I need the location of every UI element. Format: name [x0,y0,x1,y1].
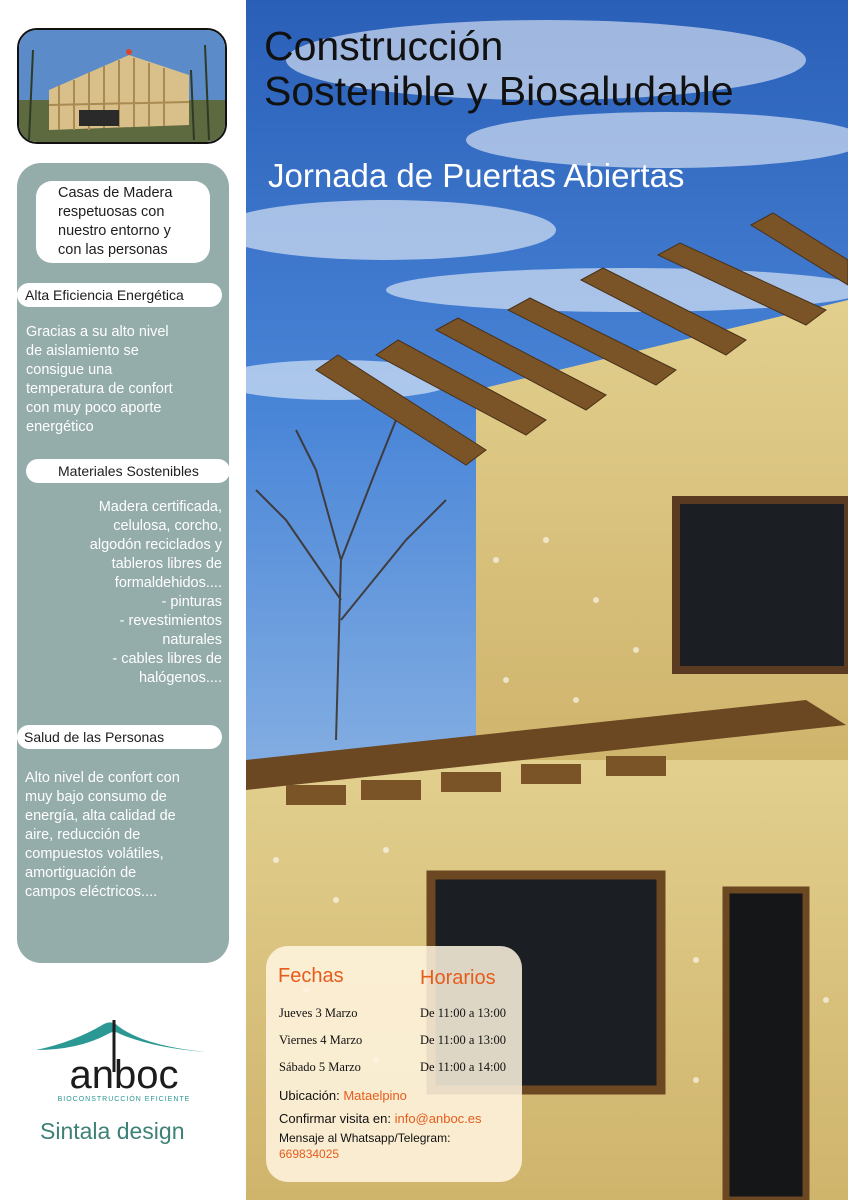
logo-tagline: BIOCONSTRUCCIÓN EFICIENTE [57,1096,191,1103]
design-credit: Sintala design [40,1118,185,1144]
anboc-logo [34,1012,214,1104]
poster-title [264,24,734,114]
phone-number[interactable]: 669834025 [279,1147,340,1161]
section-heading-salud: Salud de las Personas [17,725,222,749]
schedule-time: De 11:00 a 13:00 [420,1006,506,1020]
email-link[interactable]: info@anboc.es [394,1111,482,1126]
intro-line: respetuosas con [58,204,165,220]
section-text-eficiencia: Gracias a su alto nivel de aislamiento se consigue una temperatura de confort con muy poco aporte energético [26,324,173,435]
schedule-time: De 11:00 a 13:00 [420,1033,506,1047]
location-label: Ubicación: [279,1088,344,1103]
poster-subtitle: Jornada de Puertas Abiertas [268,157,685,194]
schedule-date: Jueves 3 Marzo [279,1006,358,1020]
fechas-heading: Fechas [278,965,344,987]
horarios-heading: Horarios [420,967,496,989]
message-label: Mensaje al Whatsapp/Telegram: [279,1131,451,1145]
confirm-line [279,1111,482,1126]
schedule-date: Sábado 5 Marzo [279,1060,361,1074]
anboc-logo-mark [34,1012,214,1104]
section-heading-materiales: Materiales Sostenibles [26,459,230,483]
section-text-salud: Alto nivel de confort con muy bajo consumo de energía, alta calidad de aire, reducción de compuestos volátiles, amortiguación de campos eléctricos.... [25,770,180,900]
intro-line: nuestro entorno y [58,223,171,239]
intro-line: Casas de Madera [58,185,173,201]
location-line [279,1088,407,1103]
intro-box [36,181,210,263]
confirm-label: Confirmar visita en: [279,1111,395,1126]
section-heading-eficiencia: Alta Eficiencia Energética [17,283,222,307]
logo-wordmark: anboc [69,1053,179,1097]
title-line-1: Construcción [264,23,504,69]
thumbnail-illustration [19,30,225,142]
house-thumbnail [17,28,227,144]
schedule-time: De 11:00 a 14:00 [420,1060,506,1074]
section-text-materiales: Madera certificada, celulosa, corcho, algodón reciclados y tableros libres de formaldehidos.... - pinturas - revestimientos naturales - cables libres de halógenos.... [89,499,222,686]
location-value: Mataelpino [343,1088,407,1103]
schedule-date: Viernes 4 Marzo [279,1033,363,1047]
intro-line: con las personas [58,242,168,258]
title-line-2: Sostenible y Biosaludable [264,68,734,114]
